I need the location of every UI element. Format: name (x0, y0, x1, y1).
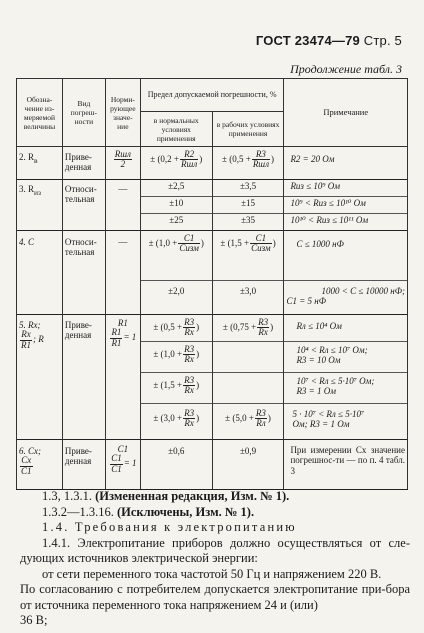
note-cell: 10⁹ < Rиз ≤ 10¹⁰ Ом (284, 197, 408, 214)
paragraph: По согласованию с потребителем допускается электропитание при-бора от источника переменного тока напряжением 24 и (или) (20, 582, 410, 612)
normal-limit-cell: ± (1,0 + $\frac{R3}{Rx}$ ) (140, 342, 212, 373)
paragraph: 1.4.1. Электропитание приборов должно осуществляться от сле-дующих источников электрической энергии: (20, 535, 410, 565)
header-error-limit: Предел допускаемой погрешности, % (140, 79, 284, 112)
working-limit-cell: ±3,5 (212, 180, 284, 197)
normal-limit-cell: ±0,6 (140, 440, 212, 490)
note-cell: 5 · 10⁷ < Rл ≤ 5·10⁷ Ом; R3 = 1 Ом (284, 404, 408, 440)
working-limit-cell (212, 342, 284, 373)
normal-limit-cell: ± (1,5 + $\frac{R3}{Rx}$ ) (140, 373, 212, 404)
working-limit-cell (212, 373, 284, 404)
working-limit-cell: ±35 (212, 214, 284, 231)
note-cell: 10¹⁰ < Rиз ≤ 10¹¹ Ом (284, 214, 408, 231)
paragraph: 36 В; (20, 613, 48, 627)
page-number: Стр. 5 (363, 33, 402, 48)
working-limit-cell: ±3,0 (212, 281, 284, 315)
note-cell: Rиз ≤ 10⁹ Ом (284, 180, 408, 197)
norm-value-cell: — (105, 231, 140, 315)
norm-value-cell: R1 $\frac{R1}{R1}$ = 1 (105, 315, 140, 440)
norm-value-cell: $\frac{\text{Rшл}}{2}$ (105, 147, 140, 180)
header-quantity: Обозна-чение из-меряемой величины (17, 79, 63, 147)
working-limit-cell: ± (1,5 + $\frac{C1}{\text{Cизм}}$ ) (212, 231, 284, 281)
normal-limit-cell: ±2,0 (140, 281, 212, 315)
quantity-cell: 5. Rx; $\frac{Rx}{R1}$ ; R (17, 315, 63, 440)
working-limit-cell: ± (0,75 + $\frac{R3}{Rx}$ ) (212, 315, 284, 342)
norm-value-cell: — (105, 180, 140, 231)
working-limit-cell: ±15 (212, 197, 284, 214)
note-cell: 1000 < C ≤ 10000 нФ; C1 = 5 нФ (284, 281, 408, 315)
normal-limit-cell: ± (1,0 + $\frac{C1}{\text{Cизм}}$ ) (140, 231, 212, 281)
normal-limit-cell: ±2,5 (140, 180, 212, 197)
note-cell: C ≤ 1000 нФ (284, 231, 408, 281)
page-header (256, 33, 402, 48)
table-header-row (17, 79, 408, 112)
note-cell: При измерении Cx значение погрешнос-ти — по п. 4 табл. 3 (284, 440, 408, 490)
table-row (17, 315, 408, 342)
normal-limit-cell: ±10 (140, 197, 212, 214)
quantity-cell: 4. C (17, 231, 63, 315)
normal-limit-cell: ±25 (140, 214, 212, 231)
error-kind-cell: Приве-денная (62, 440, 105, 490)
note-cell: 10⁴ < Rл ≤ 10⁷ Ом; R3 = 10 Ом (284, 342, 408, 373)
norm-value-cell: C1 $\frac{C1}{C1}$ = 1 (105, 440, 140, 490)
header-norm-value: Норми-рующее значе-ние (105, 79, 140, 147)
normal-limit-cell: ± (0,5 + $\frac{R3}{Rx}$ ) (140, 315, 212, 342)
note-cell: Rл ≤ 10⁴ Ом (284, 315, 408, 342)
table-row (17, 180, 408, 197)
quantity-cell: 3. $R_{из}$ (17, 180, 63, 231)
normal-limit-cell: ± (0,2 + $\frac{R2}{\text{Rшл}}$ ) (140, 147, 212, 180)
working-limit-cell: ± (5,0 + $\frac{R3}{Rл}$ ) (212, 404, 284, 440)
error-kind-cell: Приве-денная (62, 315, 105, 440)
normal-limit-cell: ± (3,0 + $\frac{R3}{Rx}$ ) (140, 404, 212, 440)
quantity-cell: 2. $R_в$ (17, 147, 63, 180)
header-note: Примечание (284, 79, 408, 147)
header-working-conditions: в рабочих условиях применения (212, 112, 284, 147)
body-text (20, 489, 410, 629)
exclusion-note: 1.3.2—1.3.16. (Исключены, Изм. № 1). (42, 504, 255, 519)
note-cell: 10⁷ < Rл ≤ 5·10⁷ Ом; R3 = 1 Ом (284, 373, 408, 404)
paragraph: от сети переменного тока частотой 50 Гц и напряжением 220 В. (42, 566, 382, 581)
table-continuation-caption: Продолжение табл. 3 (290, 62, 402, 76)
working-limit-cell: ±0,9 (212, 440, 284, 490)
error-kind-cell: Относи-тельная (62, 180, 105, 231)
table-row (17, 147, 408, 180)
quantity-cell: 6. Cx; $\frac{Cx}{C1}$ (17, 440, 63, 490)
table-row (17, 440, 408, 490)
working-limit-cell: ± (0,5 + $\frac{R3}{\text{Rшл}}$ ) (212, 147, 284, 180)
error-kind-cell: Относи-тельная (62, 231, 105, 315)
header-error-kind: Вид погреш-ности (62, 79, 105, 147)
header-normal-conditions: в нормальных условиях применения (140, 112, 212, 147)
error-kind-cell: Приве-денная (62, 147, 105, 180)
note-cell: R2 = 20 Ом (284, 147, 408, 180)
section-heading: 1.4. Требования к электропитанию (42, 520, 297, 534)
tolerance-table (16, 78, 408, 490)
amendment-note: 1.3, 1.3.1. (Измененная редакция, Изм. № 1). (42, 489, 290, 503)
table-row (17, 231, 408, 281)
gost-number: ГОСТ 23474—79 (255, 33, 360, 48)
